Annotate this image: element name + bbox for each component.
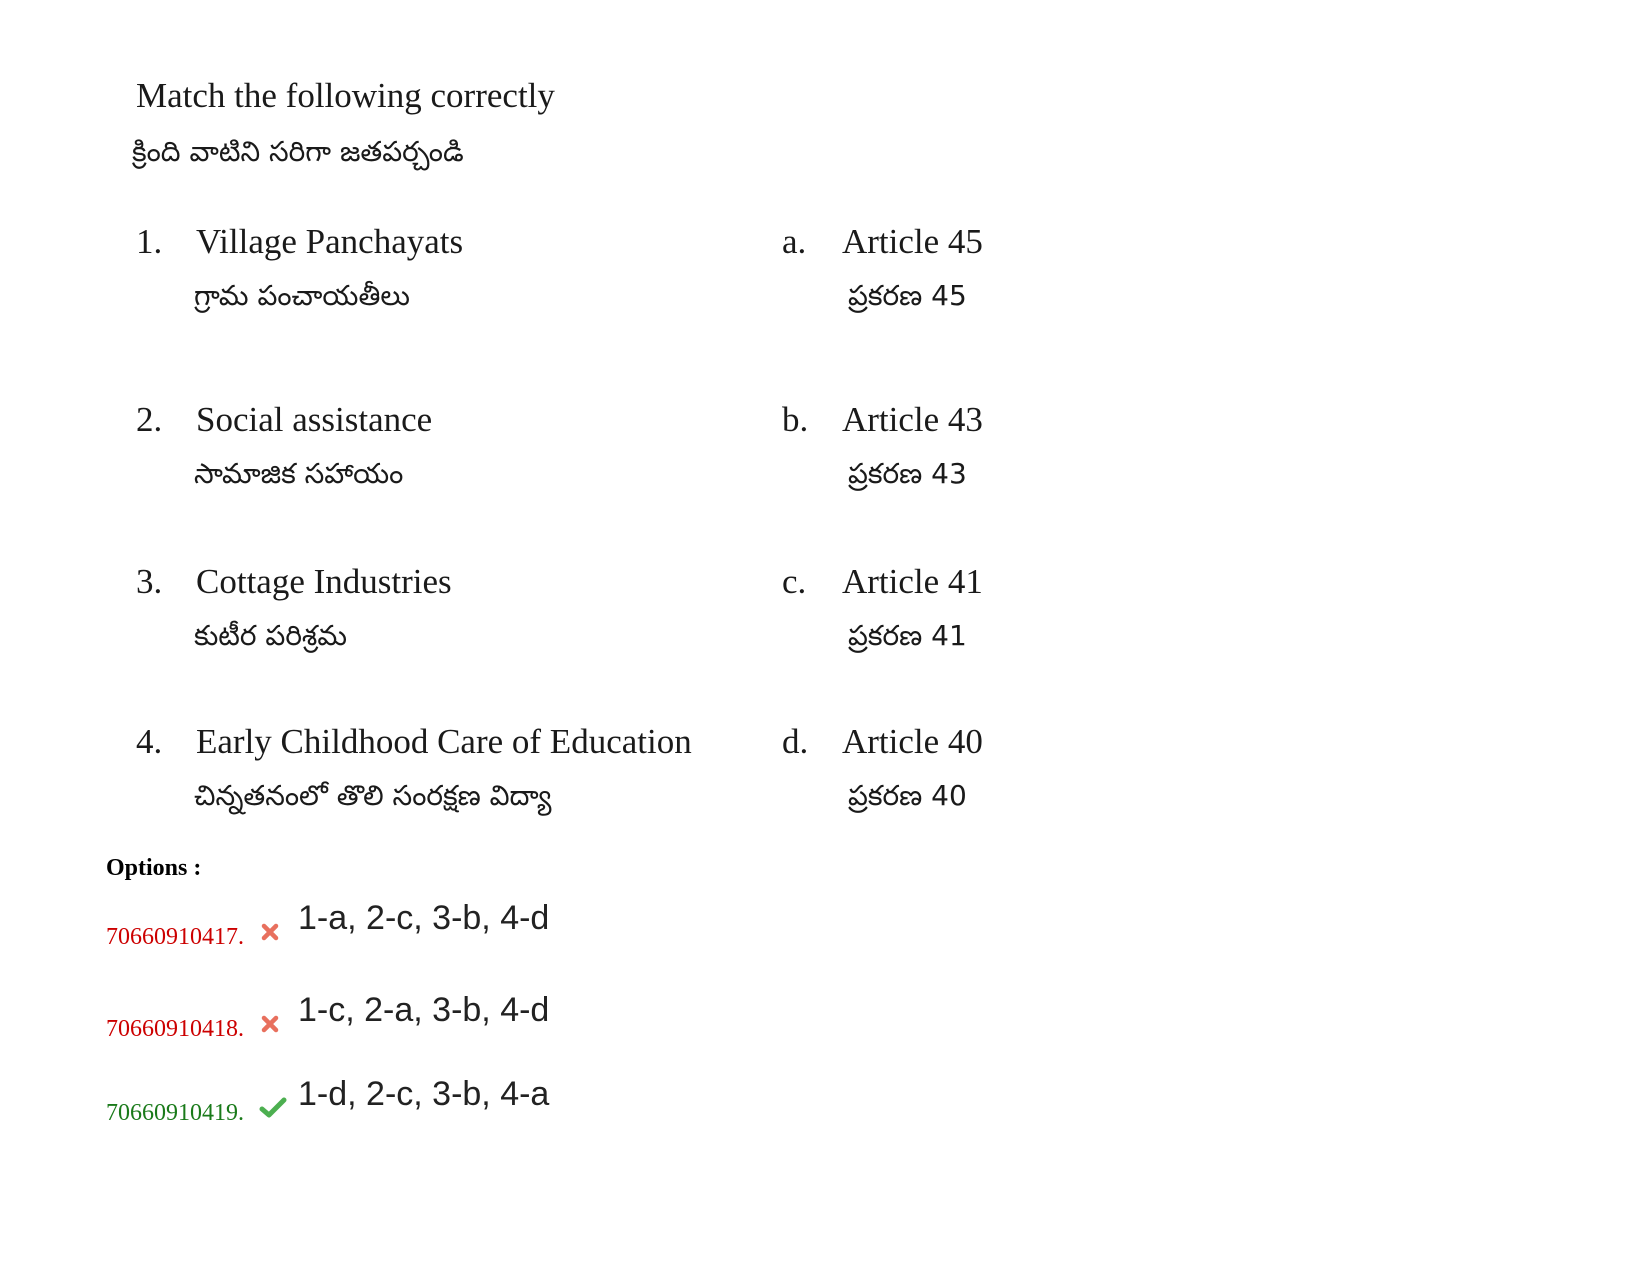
option-text: 1-d, 2-c, 3-b, 4-a <box>298 1075 550 1113</box>
question-title-telugu: క్రింది వాటిని సరిగా జతపర్చండి <box>132 135 464 168</box>
match-pair-4 <box>0 720 1100 840</box>
article-telugu: ప్రకరణ 40 <box>848 779 967 812</box>
item-text-telugu: కుటీర పరిశ్రమ <box>194 619 347 652</box>
item-number: 1. <box>136 222 163 261</box>
match-pair-3 <box>0 560 1100 680</box>
match-pair-2 <box>0 398 1100 518</box>
item-text-telugu: చిన్నతనంలో తొలి సంరక్షణ విద్యా <box>194 779 552 812</box>
options-label: Options : <box>106 855 202 881</box>
article-telugu: ప్రకరణ 43 <box>848 457 967 490</box>
option-1[interactable] <box>106 896 806 956</box>
option-id: 70660910419. <box>106 1100 244 1126</box>
item-text-telugu: సామాజిక సహాయం <box>194 457 404 490</box>
article-telugu: ప్రకరణ 41 <box>848 619 967 652</box>
option-3[interactable] <box>106 1072 806 1132</box>
item-text-english: Village Panchayats <box>196 222 464 261</box>
item-number: 4. <box>136 722 163 761</box>
article-letter: b. <box>782 400 809 439</box>
option-id: 70660910418. <box>106 1016 244 1042</box>
option-2[interactable] <box>106 988 806 1048</box>
article-letter: c. <box>782 562 807 601</box>
article-telugu: ప్రకరణ 45 <box>848 279 967 312</box>
cross-icon <box>258 1012 282 1036</box>
article-english: Article 45 <box>842 222 983 261</box>
item-number: 2. <box>136 400 163 439</box>
question-title-english: Match the following correctly <box>136 76 555 115</box>
option-id: 70660910417. <box>106 924 244 950</box>
article-letter: a. <box>782 222 807 261</box>
item-text-english: Social assistance <box>196 400 433 439</box>
item-number: 3. <box>136 562 163 601</box>
article-english: Article 41 <box>842 562 983 601</box>
item-text-telugu: గ్రామ పంచాయతీలు <box>194 279 410 312</box>
check-icon <box>258 1096 288 1120</box>
article-english: Article 40 <box>842 722 983 761</box>
cross-icon <box>258 920 282 944</box>
article-english: Article 43 <box>842 400 983 439</box>
article-letter: d. <box>782 722 809 761</box>
item-text-english: Early Childhood Care of Education <box>196 722 692 761</box>
option-text: 1-a, 2-c, 3-b, 4-d <box>298 899 550 937</box>
option-text: 1-c, 2-a, 3-b, 4-d <box>298 991 550 1029</box>
item-text-english: Cottage Industries <box>196 562 452 601</box>
match-pair-1 <box>0 220 1100 340</box>
